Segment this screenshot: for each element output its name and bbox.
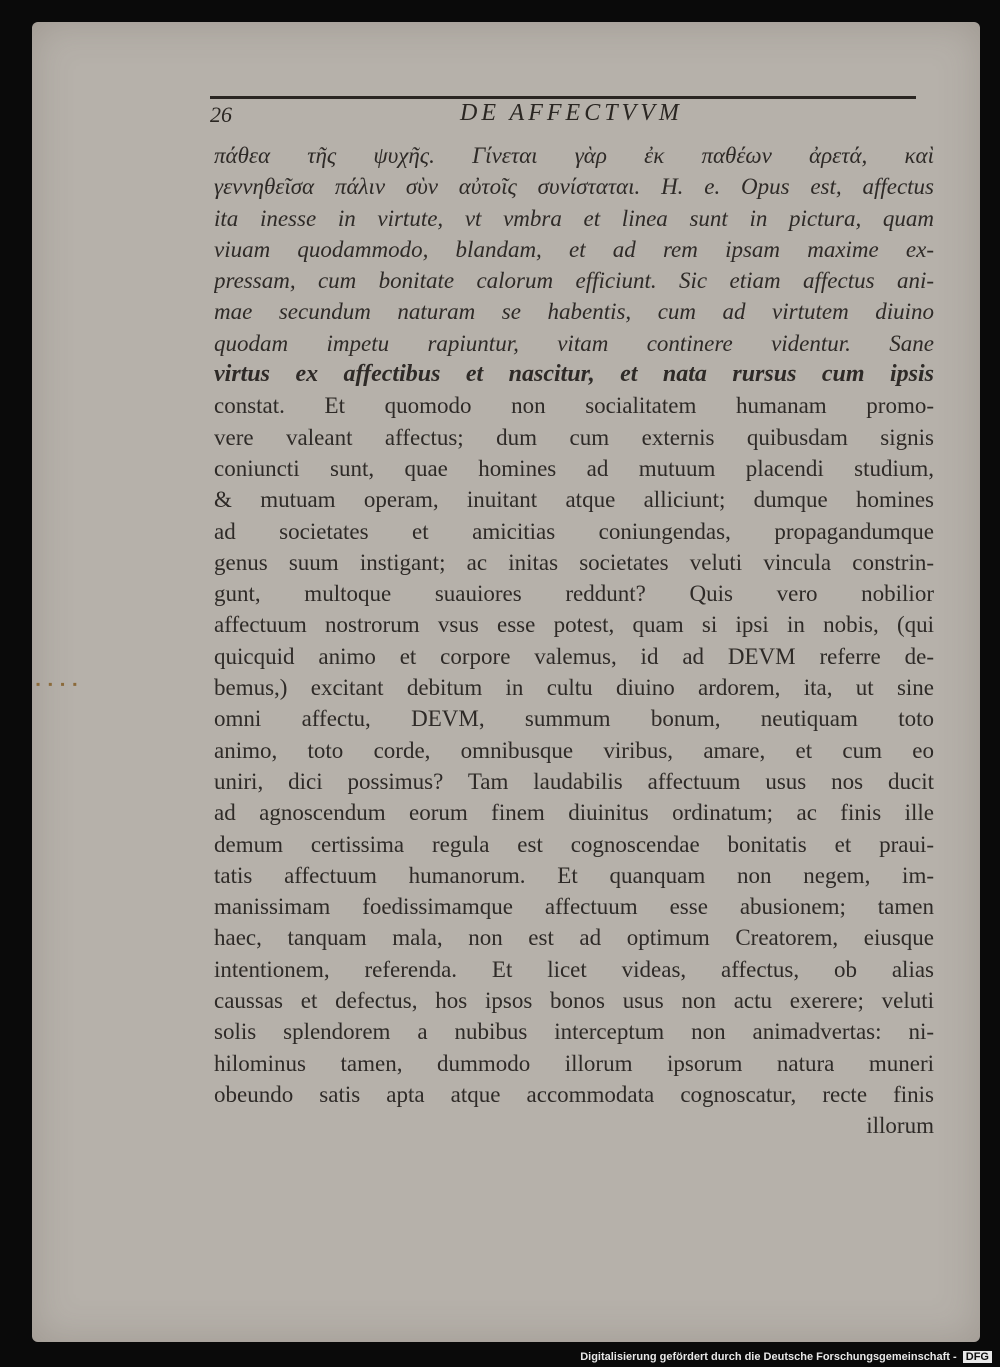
text-line: manissimam foedissimamque affectuum esse abusionem; tamen <box>214 894 934 920</box>
text-line: quicquid animo et corpore valemus, id ad DEVM referre de- <box>214 643 934 669</box>
text-line: haec, tanquam mala, non est ad optimum Creatorem, eiusque <box>214 925 934 951</box>
text-line: quodam impetu rapiuntur, vitam continere videntur. Sane <box>214 330 934 356</box>
text-line: & mutuam operam, inuitant atque alliciunt; dumque homines <box>214 487 934 513</box>
text-line: ad agnoscendum eorum finem diuinitus ordinatum; ac finis ille <box>214 800 934 826</box>
text-line: viuam quodammodo, blandam, et ad rem ipsam maxime ex- <box>214 236 934 262</box>
text-line: vere valeant affectus; dum cum externis quibusdam signis <box>214 424 934 450</box>
text-line: hilominus tamen, dummodo illorum ipsorum natura muneri <box>214 1050 934 1076</box>
text-line: gunt, multoque suauiores reddunt? Quis vero nobilior <box>214 581 934 607</box>
header-rule <box>210 96 916 99</box>
text-line: mae secundum naturam se habentis, cum ad virtutem diuino <box>214 299 934 325</box>
text-line: ad societates et amicitias coniungendas, propagandumque <box>214 518 934 544</box>
text-line: tatis affectuum humanorum. Et quanquam non negem, im- <box>214 862 934 888</box>
spine-dots-decoration: ▪▪▪▪ <box>36 677 86 691</box>
text-line: bemus,) excitant debitum in cultu diuino ardorem, ita, ut sine <box>214 675 934 701</box>
text-line: caussas et defectus, hos ipsos bonos usus non actu exerere; veluti <box>214 988 934 1014</box>
body-text <box>214 140 934 1142</box>
credit-text: Digitalisierung gefördert durch die Deutsche Forschungsgemeinschaft - <box>580 1351 957 1363</box>
text-line: affectuum nostrorum vsus esse potest, quam si ipsi in nobis, (qui <box>214 612 934 638</box>
text-line: ita inesse in virtute, vt vmbra et linea sunt in pictura, quam <box>214 205 934 231</box>
text-line: omni affectu, DEVM, summum bonum, neutiquam toto <box>214 706 934 732</box>
text-line: intentionem, referenda. Et licet videas, affectus, ob alias <box>214 956 934 982</box>
dfg-logo: DFG <box>963 1351 992 1363</box>
text-line: demum certissima regula est cognoscendae bonitatis et praui- <box>214 831 934 857</box>
text-line: genus suum instigant; ac initas societates veluti vincula constrin- <box>214 549 934 575</box>
text-line: uniri, dici possimus? Tam laudabilis affectuum usus nos ducit <box>214 768 934 794</box>
text-line: solis splendorem a nubibus interceptum non animadvertas: ni- <box>214 1019 934 1045</box>
text-line: πάθεα τῆς ψυχῆς. Γίνεται γὰρ ἐκ παθέων ἀρετά, καὶ <box>214 143 934 168</box>
running-head: DE AFFECTVVM <box>460 100 683 126</box>
page-header <box>210 96 916 130</box>
text-line: coniuncti sunt, quae homines ad mutuum placendi studium, <box>214 455 934 481</box>
text-line: γεννηθεῖσα πάλιν σὺν αὐτοῖς συνίσταται. H. e. Opus est, affectus <box>214 174 934 200</box>
digitization-credit <box>580 1351 992 1363</box>
text-line: pressam, cum bonitate calorum efficiunt. Sic etiam affectus ani- <box>214 268 934 294</box>
page-number: 26 <box>210 102 232 127</box>
text-line: virtus ex affectibus et nascitur, et nata rursus cum ipsis <box>214 361 934 388</box>
text-line: constat. Et quomodo non socialitatem humanam promo- <box>214 393 934 419</box>
text-line: animo, toto corde, omnibusque viribus, amare, et cum eo <box>214 737 934 763</box>
text-line: obeundo satis apta atque accommodata cognoscatur, recte finis <box>214 1081 934 1107</box>
text-line: illorum <box>866 1113 934 1139</box>
